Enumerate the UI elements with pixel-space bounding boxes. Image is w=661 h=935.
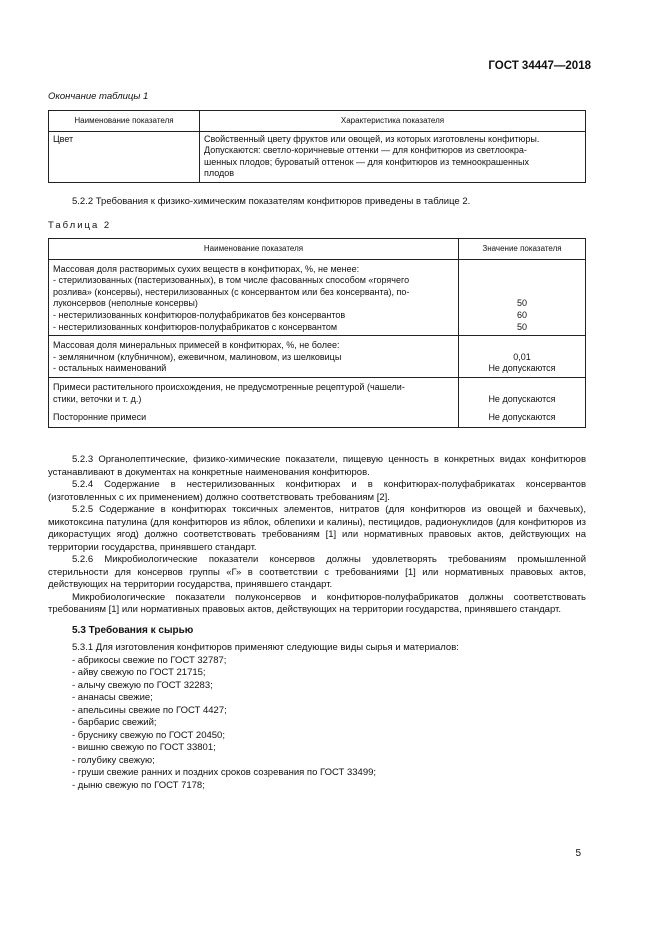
paragraph-5-2-2: [48, 196, 586, 209]
list-item: - вишню свежую по ГОСТ 33801;: [72, 742, 216, 753]
table2-row: [49, 377, 586, 409]
table1-text-line: Свойственный цвету фруктов или овощей, из которых изготовлены конфитюры.: [204, 133, 540, 144]
table2-value: Не допускаются: [488, 363, 556, 374]
table2-value: 50: [516, 321, 527, 332]
table1-header-characteristic: Характеристика показателя: [200, 111, 586, 132]
paragraph-5-2-3: 5.2.3 Органолептические, физико-химические показатели, пищевую ценность в конкретных видах конфитюров устанавливают в документах на конкретные наименования конфитюров.: [48, 454, 586, 478]
table1: [48, 110, 586, 183]
table2-header-name: Наименование показателя: [49, 239, 459, 260]
table2-line: стики, веточки и т. д.): [53, 393, 142, 404]
table2-row: [49, 336, 586, 378]
table2-cell-name: [49, 377, 459, 409]
paragraph-5-3-1: 5.3.1 Для изготовления конфитюров применяют следующие виды сырья и материалов:: [72, 642, 459, 653]
table1-text-line: шенных плодов; буроватый оттенок — для конфитюров из темноокрашенных: [204, 156, 529, 167]
table1-caption: Окончание таблицы 1: [48, 91, 149, 102]
table2-line: розлива» (консервы), нестерилизованных (с консервантом или без консерванта), по-: [53, 286, 410, 297]
table2-line: Примеси растительного происхождения, не предусмотренные рецептурой (чашели-: [53, 381, 405, 392]
list-item: - ананасы свежие;: [72, 692, 153, 703]
table2-cell-name: [49, 259, 459, 336]
table2-line: Массовая доля минеральных примесей в конфитюрах, %, не более:: [53, 340, 340, 351]
body-text: [48, 454, 586, 792]
paragraph-5-2-4: 5.2.4 Содержание в нестерилизованных конфитюрах и в конфитюрах-полуфабрикатах консервантов (изготовленных с их применением) должно соответствовать требованиям [2].: [48, 479, 586, 503]
table2-line: Массовая доля растворимых сухих веществ в конфитюрах, %, не менее:: [53, 263, 360, 274]
table1-header-name: Наименование показателя: [49, 111, 200, 132]
table2: [48, 238, 586, 428]
list-item: - дыню свежую по ГОСТ 7178;: [72, 779, 205, 791]
list-item: - барбарис свежий;: [72, 717, 157, 728]
table2-cell-value: [459, 259, 586, 336]
table2-value: Не допускаются: [488, 412, 556, 423]
table2-caption: Таблица 2: [48, 220, 112, 231]
table2-value: 0,01: [513, 351, 531, 362]
table2-cell-value: [459, 336, 586, 378]
table1-text-line: плодов: [204, 168, 235, 179]
section-heading-5-3: 5.3 Требования к сырью: [72, 624, 194, 636]
table2-cell-name: [49, 409, 459, 427]
paragraph-5-2-6: 5.2.6 Микробиологические показатели консервов должны удовлетворять требованиям промышленной стерильности для консервов группы «Г» в соответствии с требованиями [1] или нормативных правовых актов, действующих на территории государства, принявшего стандарт.: [48, 554, 586, 590]
document-code: ГОСТ 34447—2018: [488, 60, 591, 72]
table2-header-value: Значение показателя: [459, 239, 586, 260]
paragraph-5-2-5: 5.2.5 Содержание в конфитюрах токсичных элементов, нитратов (для конфитюров из овощей и бахчевых), микотоксина патулина (для конфитюров из яблок, облепихи и калины), пестицидов, радионуклидов (для конфитюров из дикорастущих ягод) должно соответствовать требованиям [1] или нормативных правовых актов, действующих на территории государства, принявшего стандарт.: [48, 504, 586, 553]
table2-line: луконсервов (неполные консервы): [53, 298, 198, 309]
table2-value: 60: [516, 309, 527, 320]
table2-value: Не допускаются: [488, 393, 556, 404]
list-item: - голубику свежую;: [72, 754, 155, 766]
table2-line: - стерилизованных (пастеризованных), в том числе фасованных способом «горячего: [53, 275, 410, 286]
table2-cell-value: [459, 409, 586, 427]
paragraph-5-2-6-micro: Микробиологические показатели полуконсервов и конфитюров-полуфабрикатов должны соответствовать требованиям [1] или нормативных правовых актов, действующих на территории государства, принявшего стандарт.: [48, 591, 586, 615]
table2-cell-name: [49, 336, 459, 378]
list-item: - бруснику свежую по ГОСТ 20450;: [72, 729, 225, 741]
table2-line: - земляничном (клубничном), ежевичном, малиновом, из шелковицы: [53, 351, 342, 362]
table2-line: - остальных наименований: [53, 363, 167, 374]
table2-line: - нестерилизованных конфитюров-полуфабрикатов с консервантом: [53, 321, 338, 332]
table2-line: Посторонние примеси: [53, 412, 147, 423]
table2-cell-value: [459, 377, 586, 409]
table1-cell-characteristic: [200, 131, 586, 182]
table2-row: [49, 409, 586, 427]
list-item: - груши свежие ранних и поздних сроков созревания по ГОСТ 33499;: [72, 767, 377, 778]
table1-cell-name: Цвет: [49, 131, 200, 182]
list-item: - алычу свежую по ГОСТ 32283;: [72, 679, 213, 691]
paragraph-text: 5.2.2 Требования к физико-химическим показателям конфитюров приведены в таблице 2.: [72, 196, 471, 207]
page-number: 5: [575, 848, 581, 859]
table1-text-line: Допускаются: светло-коричневые оттенки — для конфитюров из светлоокра-: [204, 145, 527, 156]
table2-row: [49, 259, 586, 336]
list-item: - апельсины свежие по ГОСТ 4427;: [72, 704, 227, 716]
table1-row: [49, 131, 586, 182]
table2-value: 50: [516, 298, 527, 309]
list-item: - айву свежую по ГОСТ 21715;: [72, 667, 206, 678]
list-item: - абрикосы свежие по ГОСТ 32787;: [72, 654, 227, 666]
table2-line: - нестерилизованных конфитюров-полуфабрикатов без консервантов: [53, 309, 346, 320]
